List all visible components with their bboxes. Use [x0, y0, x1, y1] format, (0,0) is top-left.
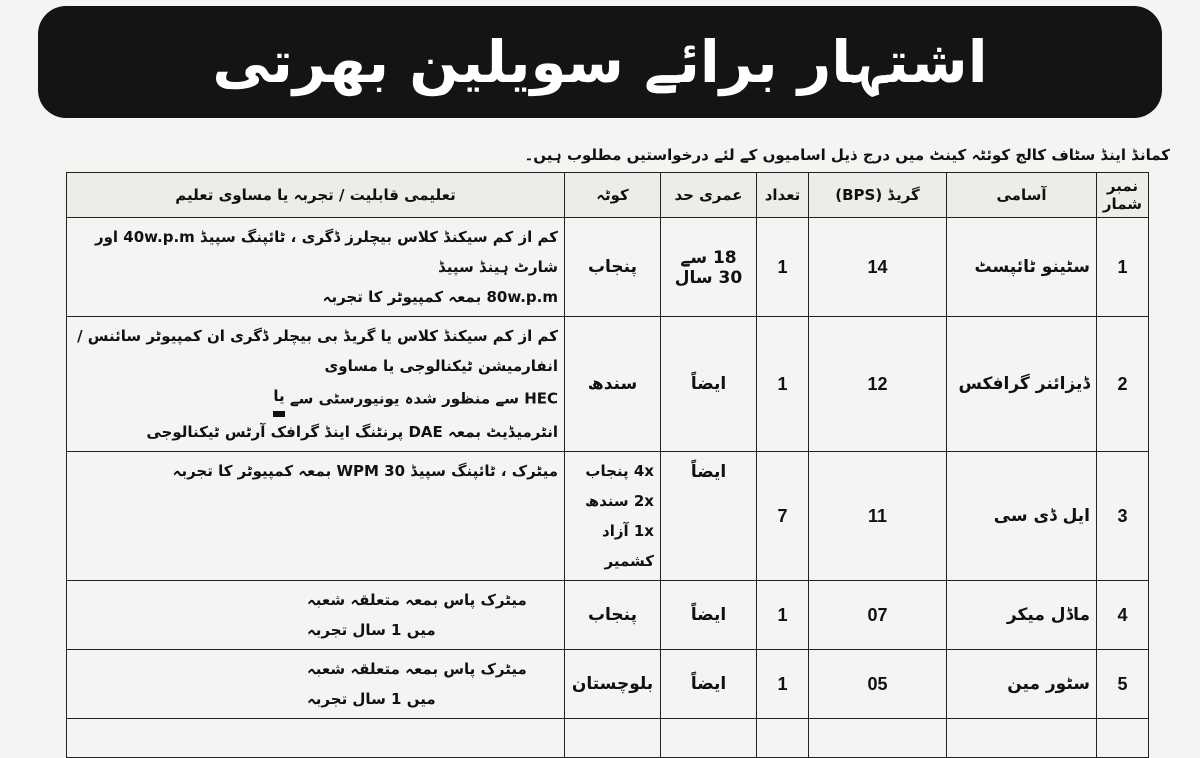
qualification-line: 80w.p.m بمعہ کمپیوٹر کا تجربہ — [322, 288, 558, 306]
age-line: 30 سال — [674, 267, 743, 288]
vacancies-table — [66, 172, 1149, 758]
cell-age: ایضاً — [661, 452, 757, 581]
cell-count: 1 — [757, 650, 809, 719]
cell-post: ماڈل میکر — [947, 581, 1097, 650]
ya-separator: یا — [273, 381, 284, 417]
cell-post: سٹور مین — [947, 650, 1097, 719]
cell-post: ڈیزائنر گرافکس — [947, 317, 1097, 452]
quota-line: 4x پنجاب — [585, 462, 654, 480]
header-quota: کوٹہ — [565, 173, 661, 218]
cell-post: سٹینو ٹائپسٹ — [947, 218, 1097, 317]
qualification-line — [73, 381, 558, 417]
table-row — [67, 218, 1149, 317]
cell-count: 7 — [757, 452, 809, 581]
cell-quota: پنجاب — [565, 581, 661, 650]
cell-sno: 3 — [1097, 452, 1149, 581]
cell-age: ایضاً — [661, 581, 757, 650]
table-row — [67, 581, 1149, 650]
intro-text: کمانڈ اینڈ سٹاف کالج کوئٹہ کینٹ میں درج ذیل اسامیوں کے لئے درخواستیں مطلوب ہیں۔ — [524, 146, 1170, 164]
cell-sno: 5 — [1097, 650, 1149, 719]
qualification-line: میٹرک ، ٹائپنگ سپیڈ 30 WPM بمعہ کمپیوٹر کا تجربہ — [172, 462, 558, 480]
header-age: عمری حد — [661, 173, 757, 218]
cell-qualification: میٹرک پاس بمعہ متعلقہ شعبہ میں 1 سال تجربہ — [67, 581, 565, 650]
cell-qualification: میٹرک پاس بمعہ متعلقہ شعبہ میں 1 سال تجربہ — [67, 650, 565, 719]
cell-bps: 07 — [809, 581, 947, 650]
header-post: آسامی — [947, 173, 1097, 218]
cell-bps: 05 — [809, 650, 947, 719]
cell-quota: سندھ — [565, 317, 661, 452]
qualification-text: HEC سے منظور شدہ یونیورسٹی سے — [289, 389, 558, 408]
cell-count: 1 — [757, 218, 809, 317]
cell-post: ایل ڈی سی — [947, 452, 1097, 581]
table-row-partial — [67, 719, 1149, 758]
cell-sno: 4 — [1097, 581, 1149, 650]
cell-count: 1 — [757, 581, 809, 650]
cell-qualification — [67, 317, 565, 452]
cell-bps: 14 — [809, 218, 947, 317]
cell-quota — [565, 452, 661, 581]
cell-bps: 11 — [809, 452, 947, 581]
header-count: تعداد — [757, 173, 809, 218]
quota-line: 1x آزاد کشمیر — [602, 522, 654, 570]
cell-sno: 1 — [1097, 218, 1149, 317]
table-header-row — [67, 173, 1149, 218]
cell-age — [661, 218, 757, 317]
qualification-line: کم از کم سیکنڈ کلاس بیچلرز ڈگری ، ٹائپنگ سپیڈ 40w.p.m اور شارٹ ہینڈ سپیڈ — [94, 228, 558, 276]
cell-count: 1 — [757, 317, 809, 452]
quota-line: 2x سندھ — [585, 492, 654, 510]
page-title: اشتہار برائے سویلین بھرتی — [212, 28, 988, 96]
table-row — [67, 650, 1149, 719]
cell-qualification — [67, 218, 565, 317]
qualification-line: کم از کم سیکنڈ کلاس یا گریڈ بی بیچلر ڈگری ان کمپیوٹر سائنس / انفارمیشن ٹیکنالوجی یا مساوی — [77, 327, 558, 375]
header-bps: گریڈ (BPS) — [809, 173, 947, 218]
header-sno: نمبر شمار — [1097, 173, 1149, 218]
qualification-line: انٹرمیڈیٹ بمعہ DAE پرنٹنگ اینڈ گرافک آرٹس ٹیکنالوجی — [146, 423, 558, 441]
table-row — [67, 452, 1149, 581]
cell-quota: بلوچستان — [565, 650, 661, 719]
cell-bps: 12 — [809, 317, 947, 452]
cell-qualification — [67, 452, 565, 581]
cell-quota: پنجاب — [565, 218, 661, 317]
header-qualification: تعلیمی قابلیت / تجربہ یا مساوی تعلیم — [67, 173, 565, 218]
cell-sno: 2 — [1097, 317, 1149, 452]
age-line: 18 سے — [680, 247, 737, 268]
title-banner — [38, 6, 1162, 118]
cell-age: ایضاً — [661, 317, 757, 452]
table-row — [67, 317, 1149, 452]
cell-age: ایضاً — [661, 650, 757, 719]
